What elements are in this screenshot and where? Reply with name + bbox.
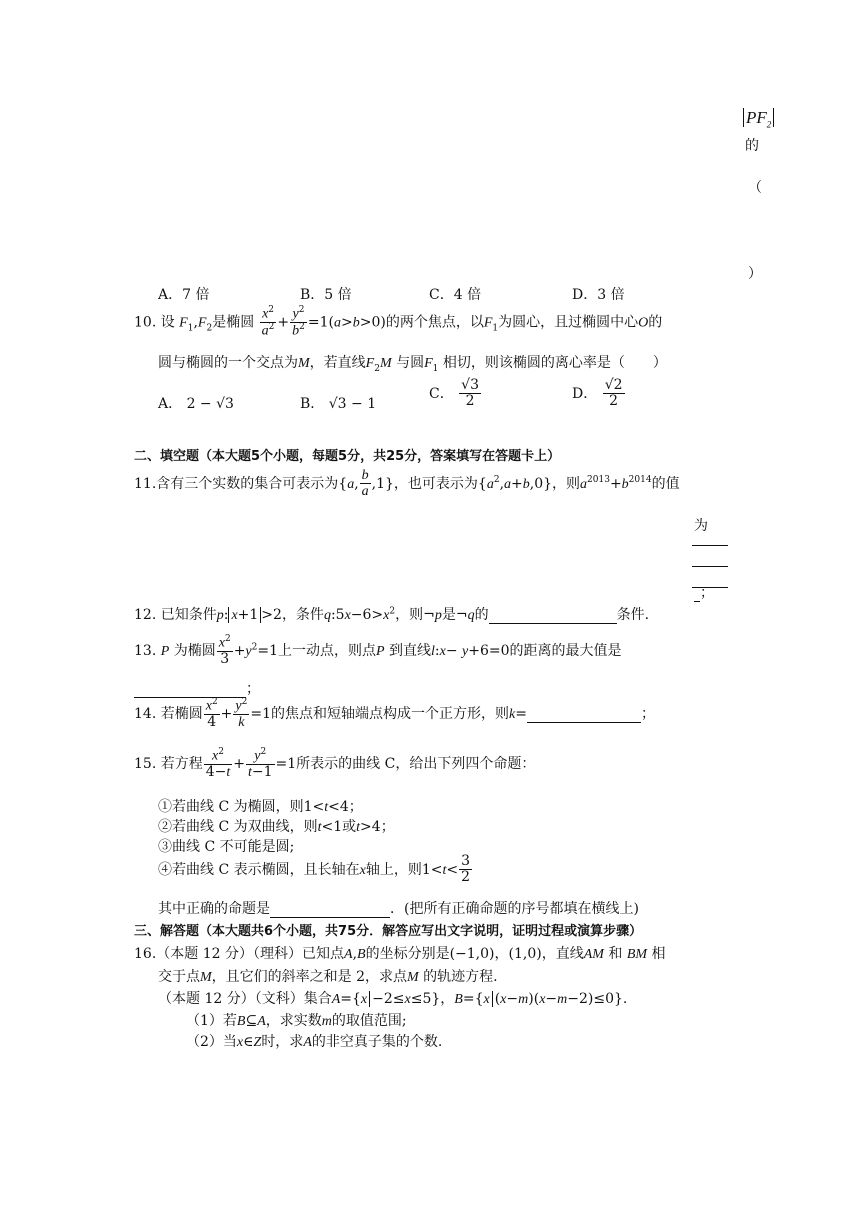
q10-option-b: B． √3 − 1 xyxy=(300,396,377,412)
q12-line: 12. 已知条件p: x+1 >2，条件$q:5x-6>x^2$，则¬p是¬q的 条件. xyxy=(134,606,650,623)
q11-end: ； xyxy=(694,582,714,602)
margin-pf2: $PF_2$ xyxy=(743,108,774,129)
q13-answer-blank[interactable] xyxy=(134,681,246,698)
q15-proposition-2: ②若曲线 C 为双曲线，则t<1或t>4； xyxy=(158,819,395,835)
section-3-heading: 三、解答题（本大题共6个小题，共75分．解答应写出文字说明，证明过程或演算步骤） xyxy=(134,924,643,939)
margin-paren-open: （ xyxy=(748,180,762,196)
q16-line4: （1）若B⊆A，求实数m的取值范围; xyxy=(186,1013,407,1029)
margin-de: 的 xyxy=(745,138,759,154)
q9-option-a: A．7 倍 xyxy=(158,287,210,303)
q9-option-b: B．5 倍 xyxy=(300,287,352,303)
q13-line2: ； xyxy=(134,678,260,698)
q16-line3: （本题 12 分）（文科）集合A={x −2≤x≤5}，B={x (x−m)(x−m−2)≤0}. xyxy=(158,991,628,1007)
q15-proposition-1: ①若曲线 C 为椭圆，则1<t<4； xyxy=(158,799,363,815)
q16-line1: 16.（本题 12 分）（理科）已知点A,B的坐标分别是(−1,0)，(1,0)，直线AM 和 BM 相 xyxy=(134,946,666,962)
q15-line1: 15. 若方程 $\frac{x^2}{4-t}$ + $\frac{y^2}{t-1}$ =1所表示的曲线 C，给出下列四个命题： xyxy=(134,747,536,781)
q10-option-c: C． $\frac{√3}{2}$ xyxy=(429,377,479,410)
q15-proposition-3: ③曲线 C 不可能是圆; xyxy=(158,839,295,855)
q14-line: 14. 若椭圆 $\frac{x^2}{4}$ + $\frac{y^2}{k}$ =1的焦点和短轴端点构成一个正方形，则k= ； xyxy=(134,697,655,731)
q16-line5: （2）当x∈Z时，求A的非空真子集的个数. xyxy=(186,1034,443,1050)
q9-option-c: C．4 倍 xyxy=(429,287,482,303)
q14-answer-blank[interactable] xyxy=(527,706,641,723)
q9-option-d: D．3 倍 xyxy=(572,287,625,303)
q15-answer-blank[interactable] xyxy=(270,901,390,918)
margin-paren-close: ） xyxy=(748,266,762,282)
section-2-heading: 二、填空题（本大题5个小题，每题5分，共25分，答案填写在答题卡上） xyxy=(134,449,561,464)
q10-option-a: A． 2 − √3 xyxy=(158,396,234,412)
q10-option-d: D． $\frac{√2}{2}$ xyxy=(572,377,623,410)
q10-line1: 10. 设 $F_1,F_2$是椭圆 $\frac{x^2}{a^2}$ + $\frac{y^2}{b^2}$ =1(a>b>0)的两个焦点，以$F_1$为圆心，且过椭圆中心O的 xyxy=(134,305,663,339)
q15-proposition-4: ④若曲线 C 表示椭圆，且长轴在x轴上，则1<t< $\frac{3}{2}$ xyxy=(158,853,471,886)
q15-tail: 其中正确的命题是 ．(把所有正确命题的序号都填在横线上) xyxy=(158,901,639,917)
q11-line1: 11.含有三个实数的集合可表示为{a, $\frac{b}{a}$ ,1}，也可表示为$\{a^2,a+b,0\}$，则$a^{2013}+b^{2014}$的值 xyxy=(134,468,680,500)
q10-line2: 圆与椭圆的一个交点为M，若直线$F_2M$ 与圆$F_1$ 相切，则该椭圆的离心率是（ ） xyxy=(158,355,667,374)
q16-line2: 交于点M，且它们的斜率之和是 2，求点M 的轨迹方程. xyxy=(158,969,498,985)
q11-wei: 为 xyxy=(694,518,708,534)
q13-line1: 13. P 为椭圆 $\frac{x^2}{3}$ $+y^2=1$上一动点，则点P 到直线l:x− y+6=0的距离的最大值是 xyxy=(134,634,622,668)
q12-answer-blank[interactable] xyxy=(489,607,617,624)
